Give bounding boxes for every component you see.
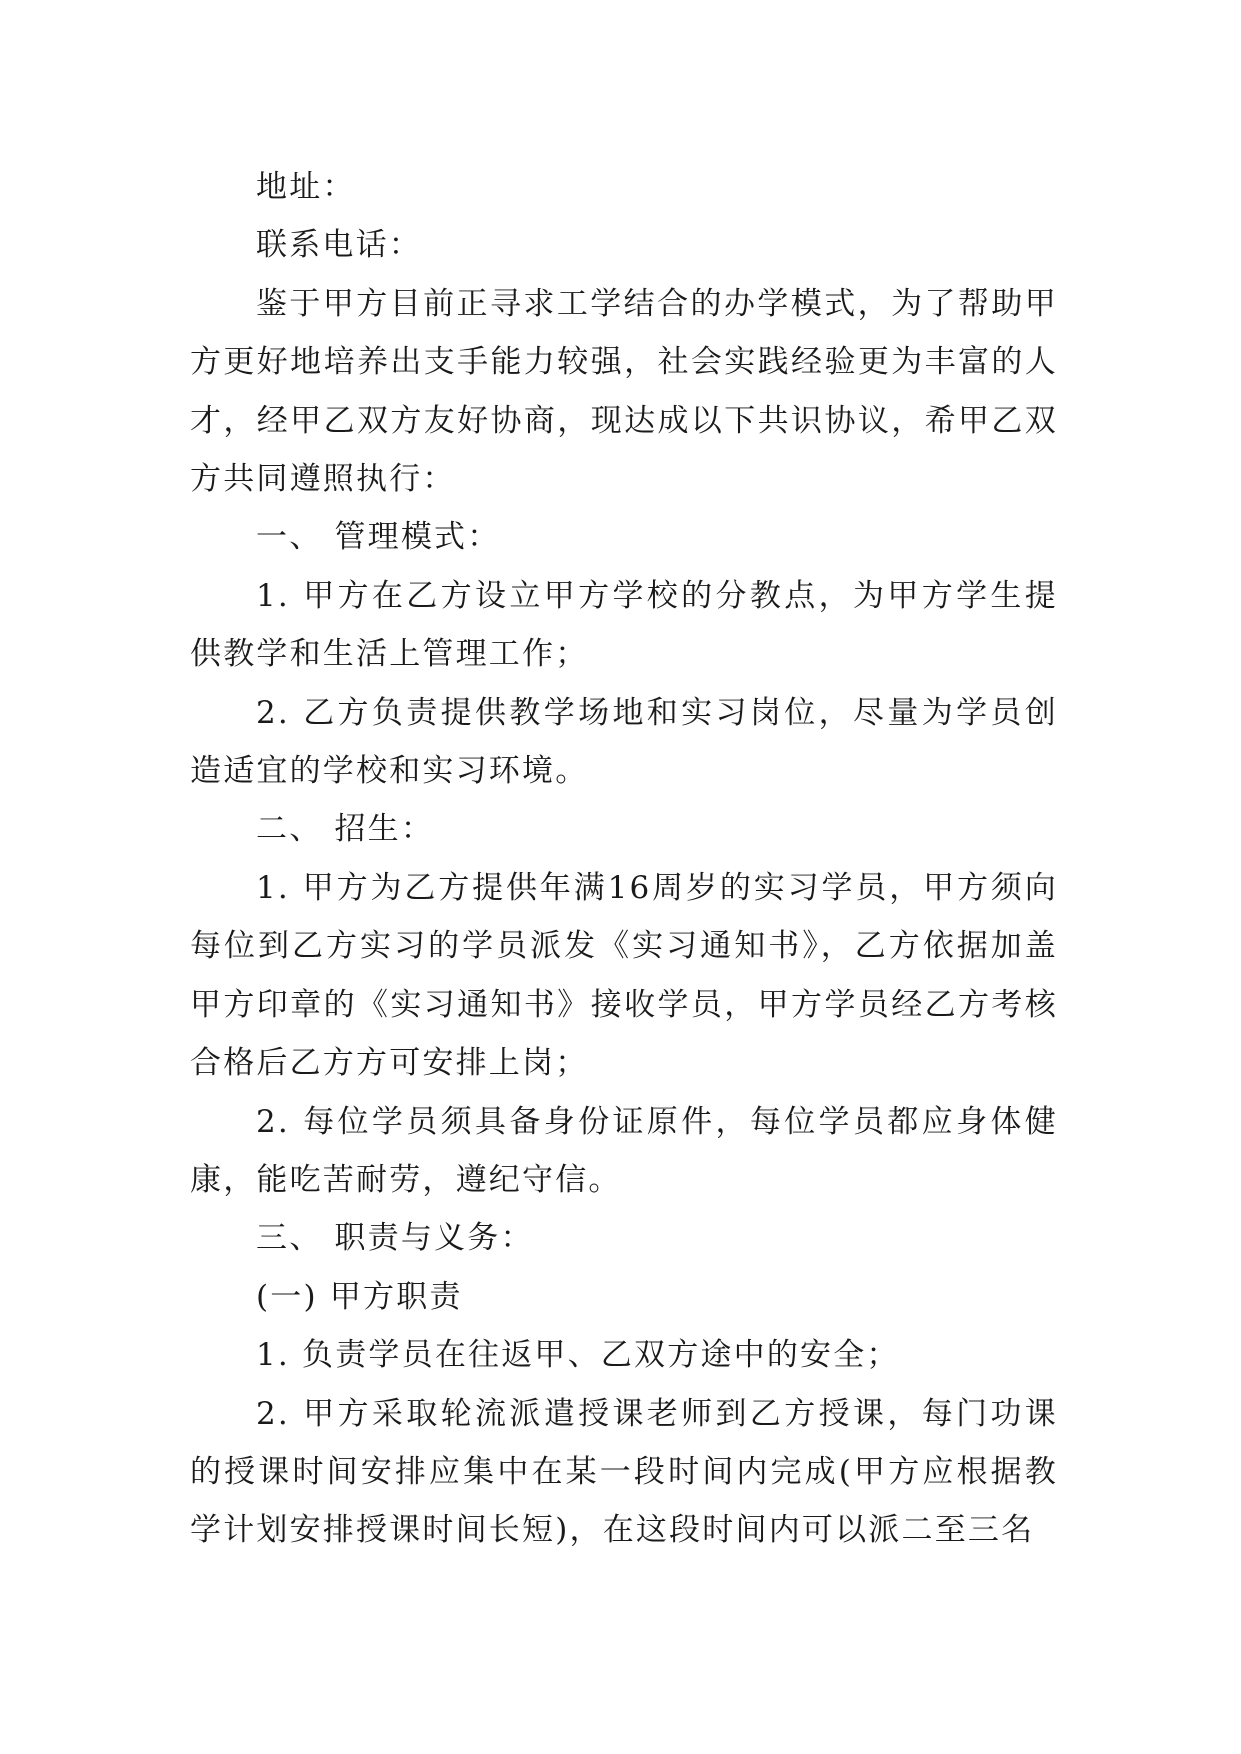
- section-heading-duties: 三、 职责与义务：: [256, 1220, 534, 1257]
- section-heading-management: 一、 管理模式：: [256, 519, 501, 556]
- party-a-duty-2: 2. 甲方采取轮流派遣授课老师到乙方授课，每门功课的授课时间安排应集中在某一段时间内完成(甲方应根据教学计划安排授课时间长短)，在这段时间内可以派二至三名: [190, 1395, 1058, 1549]
- management-item-1: 1. 甲方在乙方设立甲方学校的分教点，为甲方学生提供教学和生活上管理工作；: [190, 577, 1058, 673]
- address-line: 地址：: [256, 169, 356, 205]
- subsection-heading-party-a: (一) 甲方职责: [256, 1278, 463, 1315]
- management-item-2: 2. 乙方负责提供教学场地和实习岗位，尽量为学员创造适宜的学校和实习环境。: [190, 694, 1058, 790]
- preamble-paragraph: 鉴于甲方目前正寻求工学结合的办学模式，为了帮助甲方更好地培养出支手能力较强，社会实践经验更为丰富的人才，经甲乙双方友好协商，现达成以下共识协议，希甲乙双方共同遵照执行：: [190, 285, 1058, 498]
- contact-phone-line: 联系电话：: [256, 227, 422, 264]
- section-heading-enrollment: 二、 招生：: [256, 811, 435, 848]
- document-body: [190, 158, 1058, 1560]
- party-a-duty-1: 1. 负责学员在往返甲、乙双方途中的安全；: [256, 1337, 900, 1374]
- enrollment-item-2: 2. 每位学员须具备身份证原件，每位学员都应身体健康，能吃苦耐劳，遵纪守信。: [190, 1103, 1058, 1198]
- enrollment-item-1: 1. 甲方为乙方提供年满16周岁的实习学员，甲方须向每位到乙方实习的学员派发《实习通知书》，乙方依据加盖甲方印章的《实习通知书》接收学员，甲方学员经乙方考核合格后乙方方可安排上岗；: [190, 869, 1058, 1082]
